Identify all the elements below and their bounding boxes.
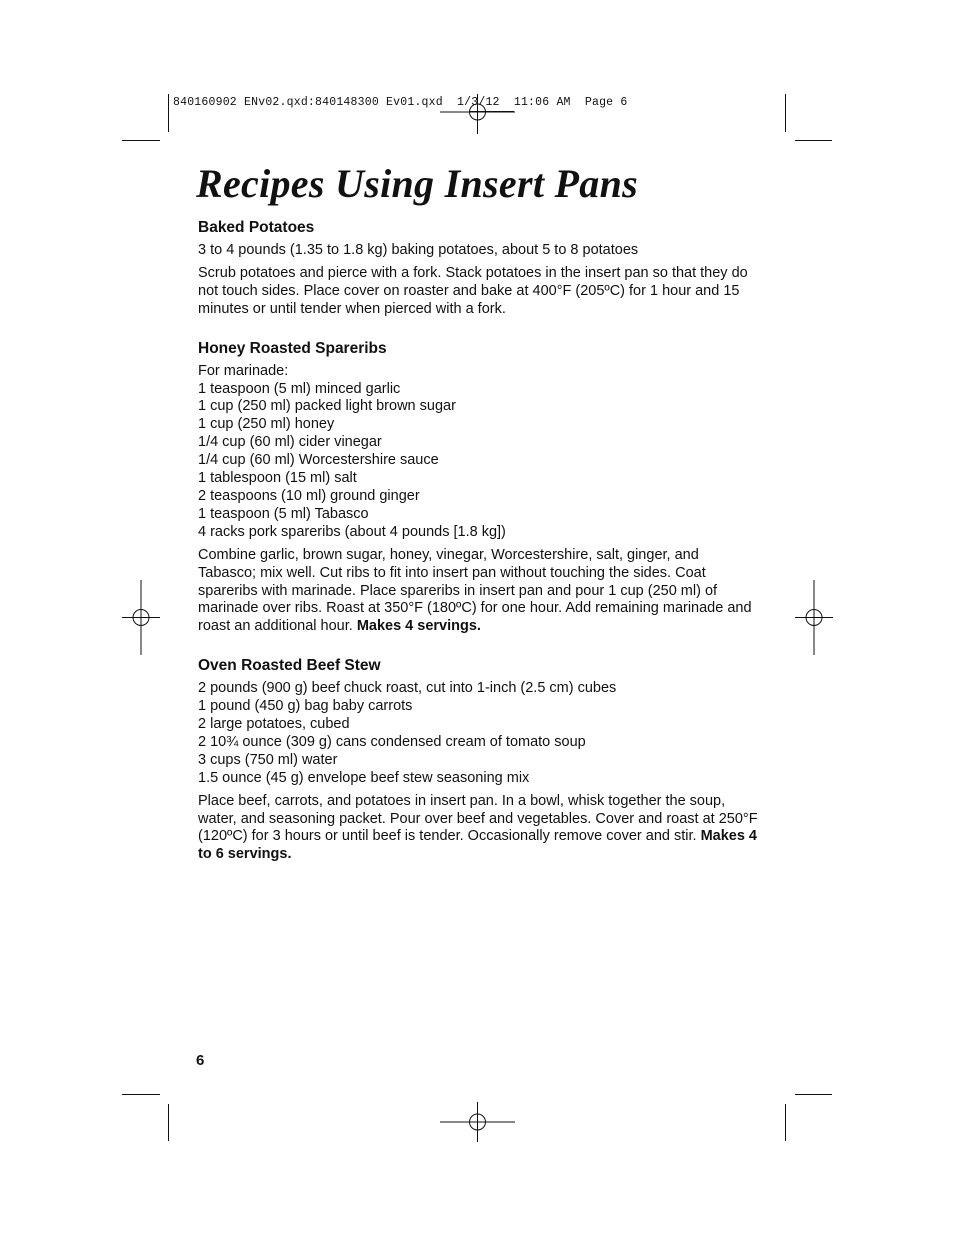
crop-mark-top-right-vertical <box>785 94 786 132</box>
ingredient-line: 2 teaspoons (10 ml) ground ginger <box>198 487 420 504</box>
crop-mark-bottom-left-horizontal <box>122 1094 160 1095</box>
recipe-title: Honey Roasted Spareribs <box>198 339 387 357</box>
recipe-directions <box>198 793 758 865</box>
registration-mark-top-icon <box>440 94 515 134</box>
crop-mark-top-left-vertical <box>168 94 169 132</box>
ingredient-line: 1 teaspoon (5 ml) Tabasco <box>198 505 369 522</box>
ingredient-line: 1/4 cup (60 ml) cider vinegar <box>198 434 382 451</box>
recipe-directions <box>198 265 758 319</box>
recipe-directions <box>198 547 758 637</box>
ingredient-line: 1 pound (450 g) bag baby carrots <box>198 698 413 715</box>
ingredient-line: For marinade: <box>198 362 289 379</box>
crop-mark-bottom-left-vertical <box>168 1104 169 1141</box>
ingredient-line: 2 10¾ ounce (309 g) cans condensed cream of tomato soup <box>198 733 586 750</box>
registration-mark-right-icon <box>795 580 833 655</box>
directions-text: Combine garlic, brown sugar, honey, vinegar, Worcestershire, salt, ginger, and Tabasco; mix well. Cut ribs to fit into insert pan without touching the sides. Coat spareribs with marinade. Place spareribs in insert pan and pour 1 cup (250 ml) of marinade over ribs. Roast at 350°F (180ºC) for one hour. Add remaining marinade and roast an additional hour. <box>198 546 752 635</box>
recipe-oven-roasted-beef-stew <box>198 656 758 864</box>
crop-mark-top-right-horizontal <box>795 140 832 141</box>
registration-mark-left-icon <box>122 580 160 655</box>
ingredient-line: 1 teaspoon (5 ml) minced garlic <box>198 380 401 397</box>
registration-mark-bottom-icon <box>440 1102 515 1142</box>
ingredient-list <box>198 363 758 542</box>
page-number: 6 <box>196 1052 205 1069</box>
crop-mark-bottom-right-vertical <box>785 1104 786 1141</box>
ingredient-list <box>198 242 758 260</box>
print-slug-line: 840160902 ENv02.qxd:840148300 Ev01.qxd 1/3/12 11:06 AM Page 6 <box>173 96 628 109</box>
ingredient-line: 1 tablespoon (15 ml) salt <box>198 470 357 487</box>
ingredient-line: 1 cup (250 ml) honey <box>198 416 335 433</box>
crop-mark-top-left-horizontal <box>122 140 160 141</box>
recipes-content <box>198 218 758 884</box>
ingredient-list <box>198 680 758 787</box>
directions-text: Place beef, carrots, and potatoes in insert pan. In a bowl, whisk together the soup, water, and seasoning packet. Pour over beef and vegetables. Cover and roast at 250°F (120ºC) for 3 hours or until beef is tender. Occasionally remove cover and stir. <box>198 792 758 845</box>
ingredient-line: 4 racks pork spareribs (about 4 pounds [1.8 kg]) <box>198 523 506 540</box>
directions-text: Scrub potatoes and pierce with a fork. Stack potatoes in the insert pan so that they do not touch sides. Place cover on roaster and bake at 400°F (205ºC) for 1 hour and 15 minutes or until tender when pierced with a fork. <box>198 264 748 317</box>
page-title: Recipes Using Insert Pans <box>196 161 638 206</box>
ingredient-line: 1.5 ounce (45 g) envelope beef stew seasoning mix <box>198 769 530 786</box>
recipe-honey-roasted-spareribs <box>198 339 758 637</box>
servings-note: Makes 4 to 6 servings. <box>198 828 757 863</box>
ingredient-line: 3 cups (750 ml) water <box>198 751 338 768</box>
ingredient-line: 1 cup (250 ml) packed light brown sugar <box>198 398 456 415</box>
ingredient-line: 3 to 4 pounds (1.35 to 1.8 kg) baking potatoes, about 5 to 8 potatoes <box>198 242 639 258</box>
recipe-title: Baked Potatoes <box>198 219 315 236</box>
servings-note: Makes 4 servings. <box>356 618 481 635</box>
crop-mark-bottom-right-horizontal <box>795 1094 832 1095</box>
recipe-title: Oven Roasted Beef Stew <box>198 657 381 675</box>
recipe-baked-potatoes <box>198 218 758 319</box>
ingredient-line: 2 large potatoes, cubed <box>198 716 350 733</box>
ingredient-line: 1/4 cup (60 ml) Worcestershire sauce <box>198 452 439 469</box>
ingredient-line: 2 pounds (900 g) beef chuck roast, cut into 1-inch (2.5 cm) cubes <box>198 680 617 697</box>
